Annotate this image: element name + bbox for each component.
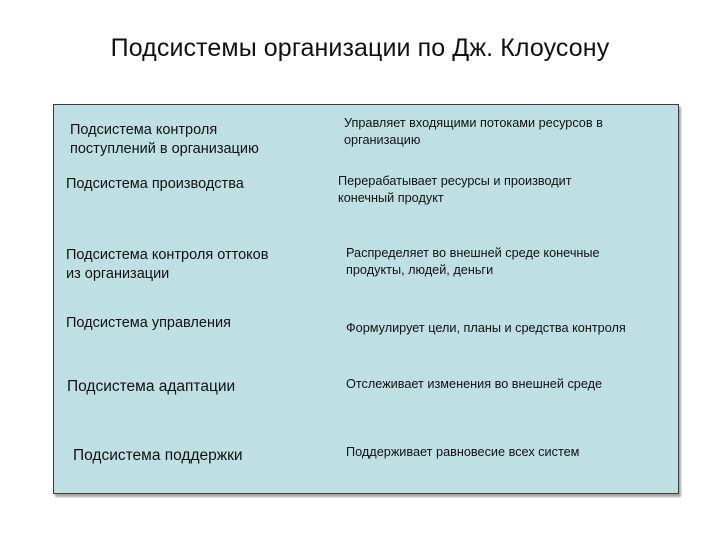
subsystem-cell: Подсистема поддержки	[73, 447, 243, 464]
subsystem-cell: Подсистема контроля оттоков из организации	[66, 247, 269, 282]
page-title: Подсистемы организации по Дж. Клоусону	[110, 34, 610, 62]
subsystem-cell: Подсистема контроля поступлений в организацию	[70, 122, 259, 157]
subsystem-cell: Подсистема адаптации	[67, 378, 236, 395]
subsystem-cell: Подсистема производства	[66, 176, 244, 192]
subsystem-cell: Подсистема управления	[66, 315, 231, 331]
description-cell: Перерабатывает ресурсы и производит конечный продукт	[338, 174, 572, 205]
description-cell: Формулирует цели, планы и средства контроля	[346, 321, 626, 335]
description-cell: Поддерживает равновесие всех систем	[346, 445, 580, 459]
description-cell: Отслеживает изменения во внешней среде	[346, 377, 603, 391]
description-cell: Распределяет во внешней среде конечные продукты, людей, деньги	[346, 246, 600, 277]
description-cell: Управляет входящими потоками ресурсов в организацию	[344, 116, 603, 147]
subsystems-table	[53, 104, 679, 494]
